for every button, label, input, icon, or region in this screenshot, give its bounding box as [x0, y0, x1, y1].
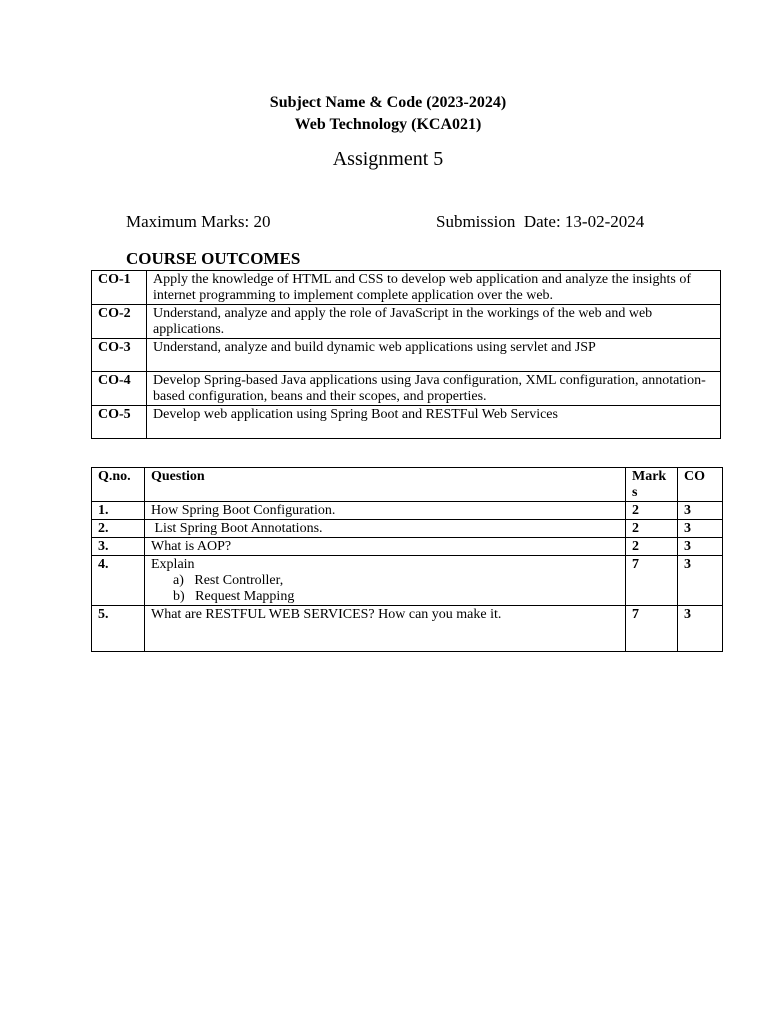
question-subpart-a: a) Rest Controller, [173, 573, 284, 588]
co-code: CO-4 [92, 372, 147, 406]
course-outcomes-table [91, 270, 721, 439]
submission-date: Submission Date: 13-02-2024 [436, 212, 645, 231]
question-row [92, 556, 723, 606]
question-number: 5. [92, 606, 145, 652]
question-co: 3 [678, 606, 723, 652]
question-main-text: Explain [151, 557, 195, 572]
question-marks: 2 [626, 520, 678, 538]
question-number: 2. [92, 520, 145, 538]
question-text [145, 556, 626, 606]
question-co: 3 [678, 538, 723, 556]
co-row [92, 372, 721, 406]
question-number: 4. [92, 556, 145, 606]
co-description: Understand, analyze and apply the role of JavaScript in the workings of the web and web applications. [147, 305, 721, 339]
question-marks: 7 [626, 556, 678, 606]
question-marks: 2 [626, 538, 678, 556]
question-row [92, 538, 723, 556]
assignment-title: Assignment 5 [332, 148, 444, 170]
course-outcomes-heading: COURSE OUTCOMES [126, 249, 301, 268]
subject-title: Subject Name & Code (2023-2024) [269, 94, 507, 111]
question-co: 3 [678, 556, 723, 606]
header-marks: Mark s [626, 468, 678, 502]
question-number: 1. [92, 502, 145, 520]
co-code: CO-1 [92, 271, 147, 305]
question-text: List Spring Boot Annotations. [145, 520, 626, 538]
co-code: CO-3 [92, 339, 147, 372]
header-co: CO [678, 468, 723, 502]
question-co: 3 [678, 520, 723, 538]
co-row [92, 339, 721, 372]
question-row [92, 502, 723, 520]
question-row [92, 520, 723, 538]
question-subpart-b: b) Request Mapping [173, 589, 295, 604]
questions-header-row [92, 468, 723, 502]
co-row [92, 271, 721, 305]
question-marks: 2 [626, 502, 678, 520]
co-description: Develop web application using Spring Boot and RESTFul Web Services [147, 406, 721, 439]
question-row [92, 606, 723, 652]
co-row [92, 305, 721, 339]
header-qno: Q.no. [92, 468, 145, 502]
co-code: CO-5 [92, 406, 147, 439]
question-co: 3 [678, 502, 723, 520]
questions-table [91, 467, 723, 652]
question-text: What are RESTFUL WEB SERVICES? How can you make it. [145, 606, 626, 652]
co-description: Develop Spring-based Java applications using Java configuration, XML configuration, annotation-based configuration, beans and their scopes, and properties. [147, 372, 721, 406]
co-description: Apply the knowledge of HTML and CSS to develop web application and analyze the insights of internet programming to implement complete application over the web. [147, 271, 721, 305]
question-number: 3. [92, 538, 145, 556]
question-text: What is AOP? [145, 538, 626, 556]
question-marks: 7 [626, 606, 678, 652]
maximum-marks: Maximum Marks: 20 [126, 212, 271, 231]
header-question: Question [145, 468, 626, 502]
co-row [92, 406, 721, 439]
course-title: Web Technology (KCA021) [294, 116, 482, 133]
question-text: How Spring Boot Configuration. [145, 502, 626, 520]
co-description: Understand, analyze and build dynamic web applications using servlet and JSP [147, 339, 721, 372]
co-code: CO-2 [92, 305, 147, 339]
